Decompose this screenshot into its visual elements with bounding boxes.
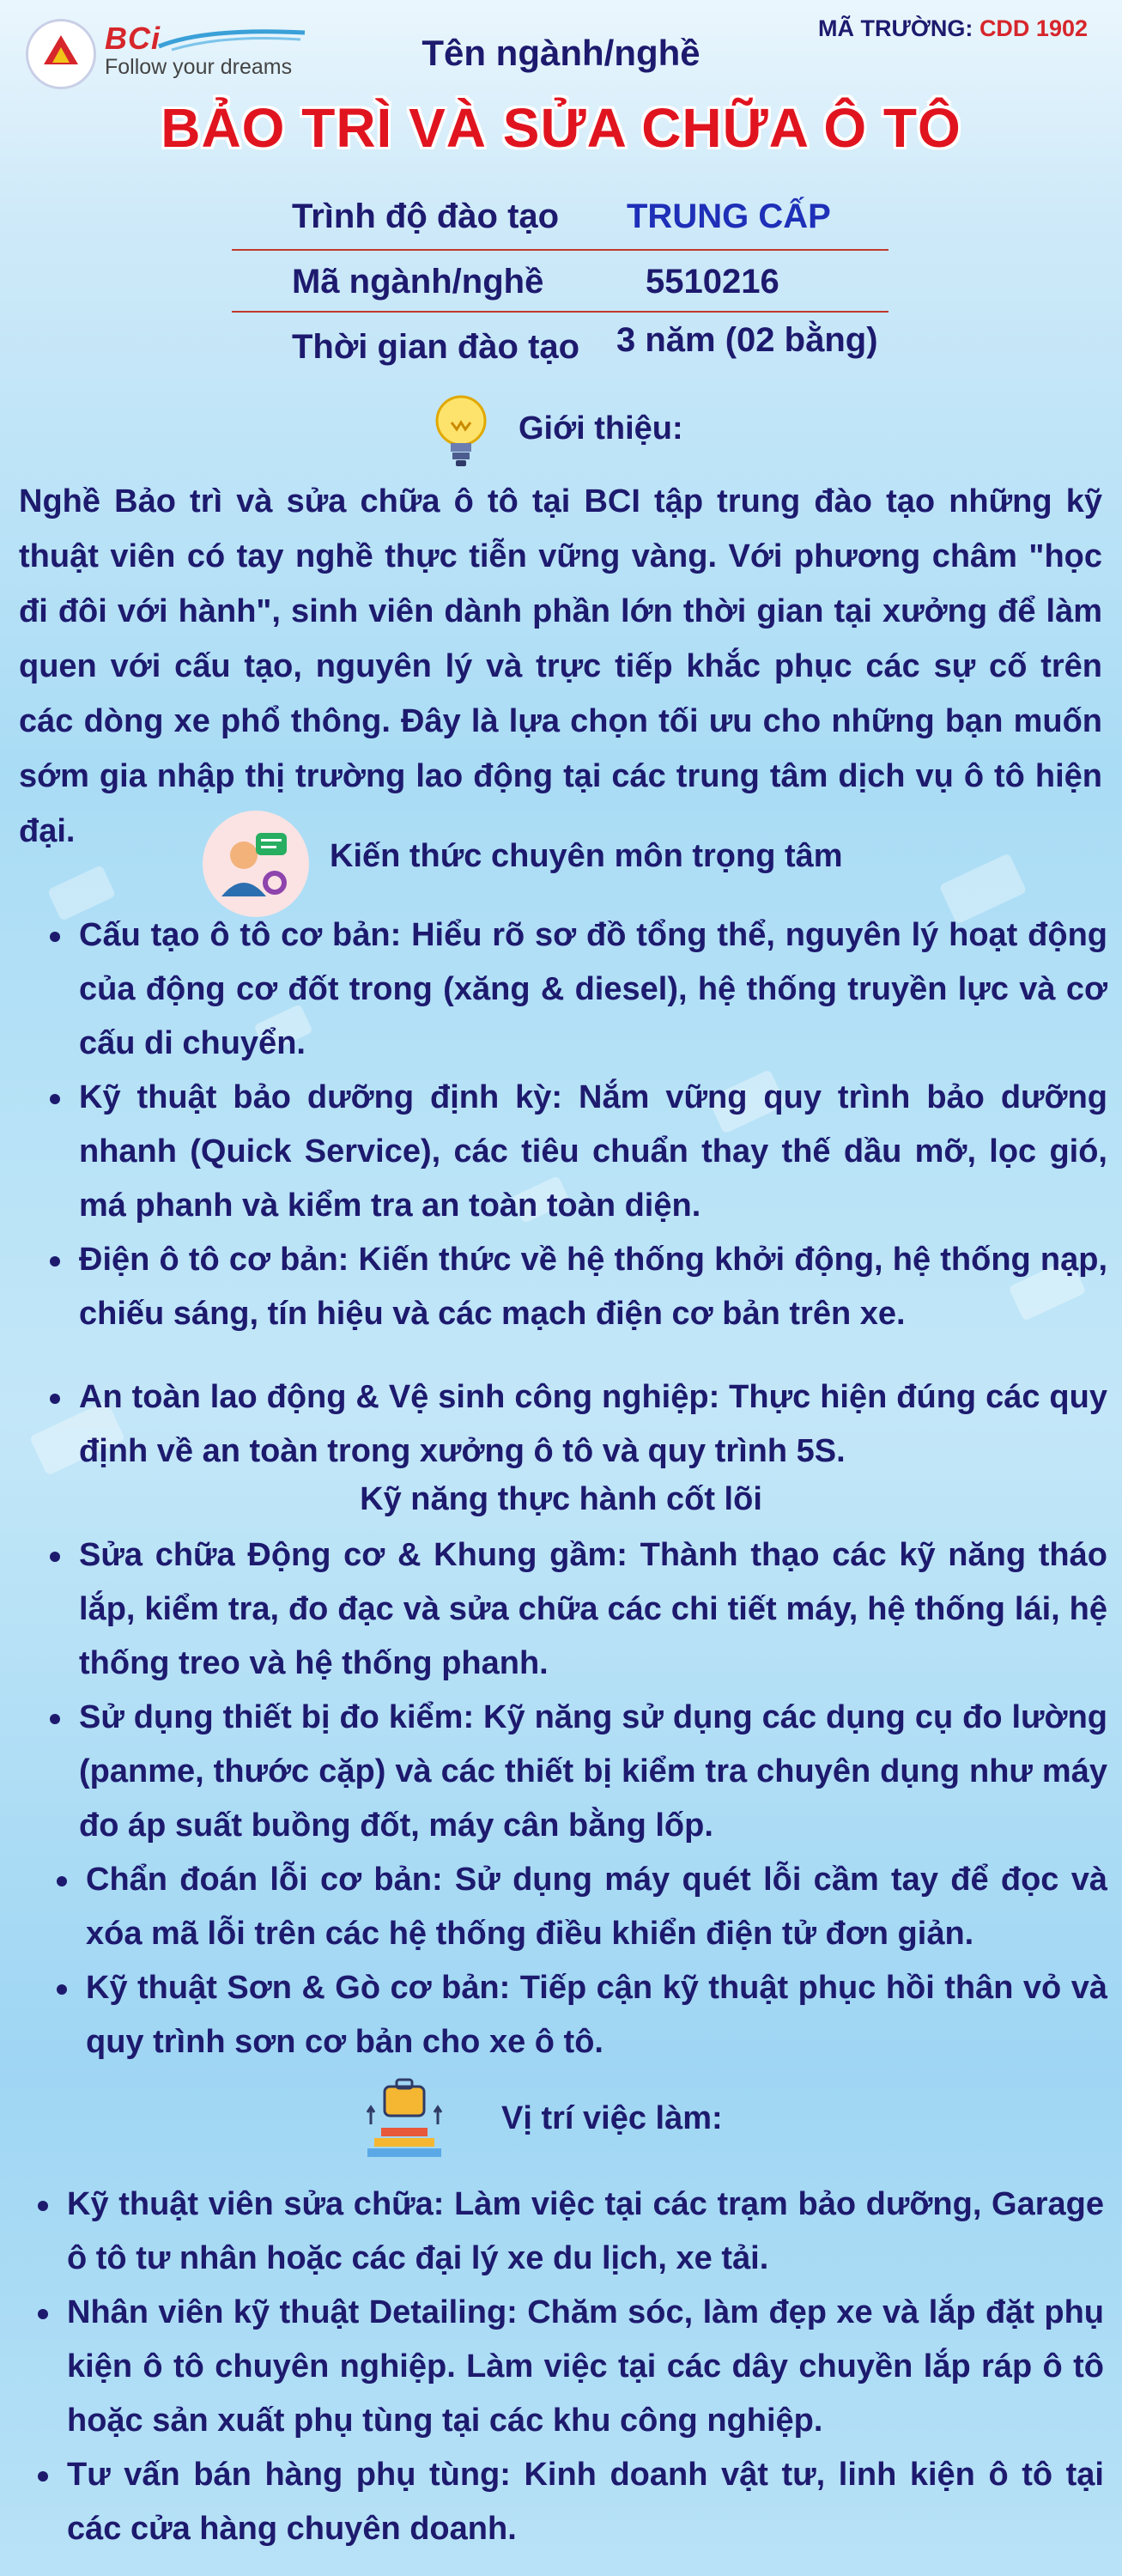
jobs-heading: Vị trí việc làm:	[501, 2100, 723, 2136]
logo-tagline: Follow your dreams	[105, 55, 293, 79]
intro-paragraph: Nghề Bảo trì và sửa chữa ô tô tại BCI tập trung đào tạo những kỹ thuật viên có tay nghề thực tiễn vững vàng. Với phương châm "học đi đôi với hành", sinh viên dành phần lớn thời gian tại xưởng để làm quen với cấu tạo, nguyên lý và trực tiếp khắc phục các sự cố trên các dòng xe phổ thông. Đây là lựa chọn tối ưu cho những bạn muốn sớm gia nhập thị trường lao động tại các trung tâm dịch vụ ô tô hiện đại.	[19, 483, 1102, 849]
info-row-code	[232, 249, 893, 314]
knowledge-heading: Kiến thức chuyên môn trọng tâm	[330, 838, 843, 874]
list-item: An toàn lao động & Vệ sinh công nghiệp: Thực hiện đúng các quy định về an toàn trong xưởng ô tô và quy trình 5S.	[79, 1370, 1107, 1479]
list-item: Sử dụng thiết bị đo kiểm: Kỹ năng sử dụng các dụng cụ đo lường (panme, thước cặp) và các thiết bị kiểm tra chuyên dụng như máy đo áp suất buồng đốt, máy cân bằng lốp.	[79, 1691, 1107, 1853]
info-key: Thời gian đào tạo	[292, 328, 580, 366]
list-item: Kỹ thuật bảo dưỡng định kỳ: Nắm vững quy trình bảo dưỡng nhanh (Quick Service), các tiêu chuẩn thay thế dầu mỡ, lọc gió, má phanh và kiểm tra an toàn toàn diện.	[79, 1071, 1107, 1233]
list-item: Cấu tạo ô tô cơ bản: Hiểu rõ sơ đồ tổng thể, nguyên lý hoạt động của động cơ đốt trong (xăng & diesel), hệ thống truyền lực và cơ cấu di chuyển.	[79, 908, 1107, 1071]
info-value: TRUNG CẤP	[627, 197, 831, 235]
list-item: Chẩn đoán lỗi cơ bản: Sử dụng máy quét lỗi cầm tay để đọc và xóa mã lỗi trên các hệ thống điều khiển điện tử đơn giản.	[86, 1853, 1107, 1961]
jobs-list	[67, 2178, 1104, 2556]
info-key: Mã ngành/nghề	[292, 263, 544, 301]
school-code-value: CDD 1902	[979, 15, 1088, 41]
info-row-duration	[232, 314, 893, 380]
info-row-level	[232, 184, 893, 249]
list-item: Nhân viên kỹ thuật Detailing: Chăm sóc, làm đẹp xe và lắp đặt phụ kiện ô tô chuyên nghiệp. Làm việc tại các dây chuyền lắp ráp ô tô hoặc sản xuất phụ tùng tại các khu công nghiệp.	[67, 2286, 1104, 2448]
list-item: Kỹ thuật Sơn & Gò cơ bản: Tiếp cận kỹ thuật phục hồi thân vỏ và quy trình sơn cơ bản cho xe ô tô.	[86, 1961, 1107, 2069]
list-item: Tư vấn bán hàng phụ tùng: Kinh doanh vật tư, linh kiện ô tô tại các cửa hàng chuyên doanh.	[67, 2448, 1104, 2556]
list-item: Kỹ thuật viên sửa chữa: Làm việc tại các trạm bảo dưỡng, Garage ô tô tư nhân hoặc các đại lý xe du lịch, xe tải.	[67, 2178, 1104, 2286]
intro-heading: Giới thiệu:	[519, 410, 683, 447]
knowledge-list	[79, 908, 1107, 1479]
school-code-label: MÃ TRƯỜNG:	[818, 15, 973, 41]
major-title: BẢO TRÌ VÀ SỬA CHỮA Ô TÔ	[161, 97, 961, 159]
lightbulb-icon	[431, 392, 491, 474]
career-growth-icon	[366, 2075, 443, 2169]
list-item: Sửa chữa Động cơ & Khung gầm: Thành thạo các kỹ năng tháo lắp, kiểm tra, đo đạc và sửa chữa các chi tiết máy, hệ thống lái, hệ thống treo và hệ thống phanh.	[79, 1528, 1107, 1691]
divider	[232, 311, 889, 313]
expert-person-icon	[203, 811, 309, 917]
logo-brand: BCi	[105, 21, 161, 56]
info-value: 3 năm (02 bằng)	[616, 321, 878, 359]
info-key: Trình độ đào tạo	[292, 197, 560, 235]
skills-heading: Kỹ năng thực hành cốt lõi	[360, 1481, 762, 1517]
major-label: Tên ngành/nghề	[422, 33, 700, 73]
skills-list	[79, 1528, 1107, 2069]
info-value: 5510216	[646, 263, 779, 301]
list-item: Điện ô tô cơ bản: Kiến thức về hệ thống khởi động, hệ thống nạp, chiếu sáng, tín hiệu và các mạch điện cơ bản trên xe.	[79, 1233, 1107, 1341]
